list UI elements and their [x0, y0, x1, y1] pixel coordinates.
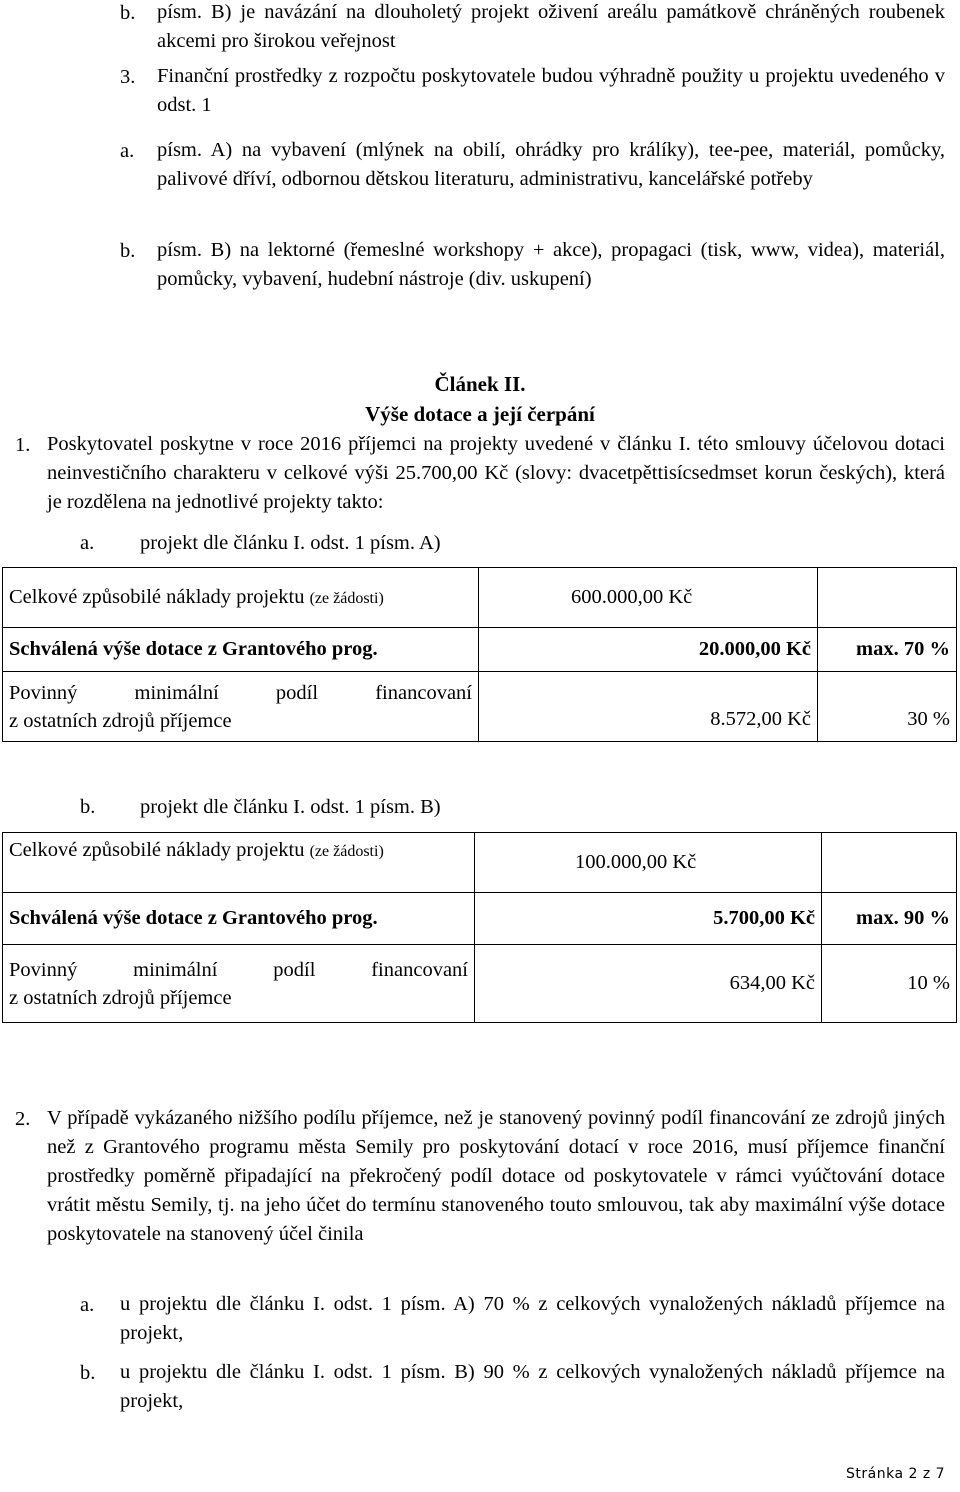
list-item-text: Finanční prostředky z rozpočtu poskytovatele budou výhradně použity u projektu uvedeného v odst. 1 [157, 65, 945, 116]
table-row [3, 568, 957, 628]
share-label-line: z ostatních zdrojů příjemce [9, 709, 232, 732]
project-marker: a. [80, 532, 95, 554]
project-label: projekt dle článku I. odst. 1 písm. A) [140, 532, 441, 554]
list-marker: b. [120, 2, 136, 24]
list-item-text: u projektu dle článku I. odst. 1 písm. A) 70 % z celkových vynaložených nákladů příjemce na projekt, [120, 1293, 945, 1344]
approved-value: 20.000,00 Kč [479, 628, 818, 672]
costs-value-cell [479, 568, 818, 628]
costs-note: (ze žádosti) [309, 590, 384, 607]
table-row [3, 672, 957, 742]
list-marker: 3. [120, 66, 136, 88]
table-row [3, 893, 957, 945]
grant-table-a [2, 567, 957, 742]
paragraph-text: Poskytovatel poskytne v roce 2016 příjemci na projekty uvedené v článku I. této smlouvy účelovou dotaci neinvestičního charakteru v celkové výši 25.700,00 Kč (slovy: dvacetpěttisícsedmset korun českých), která je rozdělena na jednotlivé projekty takto: [47, 433, 945, 513]
paragraph-marker: 1. [15, 434, 31, 456]
paragraph-marker: 2. [15, 1108, 31, 1130]
costs-value: 600.000,00 Kč [571, 586, 693, 608]
list-marker: b. [80, 1362, 96, 1384]
article-title: Článek II. [434, 372, 526, 396]
grant-table-b [2, 832, 957, 1023]
list-marker: a. [120, 140, 135, 162]
list-marker: b. [120, 240, 136, 262]
approved-percent: max. 70 % [818, 628, 957, 672]
costs-label: Celkové způsobilé náklady projektu [9, 586, 305, 608]
project-marker: b. [80, 796, 96, 818]
costs-value: 100.000,00 Kč [575, 851, 697, 873]
share-label-line: Povinný minimální podíl financovaní [9, 681, 472, 704]
approved-label: Schválená výše dotace z Grantového prog. [3, 893, 475, 945]
costs-label: Celkové způsobilé náklady projektu [9, 839, 305, 861]
project-label: projekt dle článku I. odst. 1 písm. B) [140, 796, 441, 818]
share-percent: 30 % [818, 672, 957, 742]
list-item-text: písm. B) je navázání na dlouholetý projekt oživení areálu památkově chráněných roubenek akcemi pro širokou veřejnost [157, 1, 945, 52]
costs-note: (ze žádosti) [309, 843, 384, 860]
approved-percent: max. 90 % [822, 893, 957, 945]
list-item-text: písm. B) na lektorné (řemeslné workshopy + akce), propagaci (tisk, www, videa), materiál, pomůcky, vybavení, hudební nástroje (div. uskupení) [157, 239, 945, 290]
share-label-line: Povinný minimální podíl financovaní [9, 958, 468, 981]
costs-value-cell [475, 833, 822, 893]
list-marker: a. [80, 1294, 95, 1316]
page-number: Stránka 2 z 7 [846, 1466, 946, 1482]
approved-label: Schválená výše dotace z Grantového prog. [3, 628, 479, 672]
article-subtitle: Výše dotace a její čerpání [365, 402, 595, 426]
list-item-text: u projektu dle článku I. odst. 1 písm. B) 90 % z celkových vynaložených nákladů příjemce na projekt, [120, 1361, 945, 1412]
share-value: 8.572,00 Kč [479, 672, 818, 742]
share-label-line: z ostatních zdrojů příjemce [9, 986, 232, 1009]
empty-cell [818, 568, 957, 628]
share-label-cell [3, 672, 479, 742]
costs-label-cell [3, 568, 479, 628]
empty-cell [822, 833, 957, 893]
share-percent: 10 % [822, 945, 957, 1023]
share-value: 634,00 Kč [475, 945, 822, 1023]
paragraph-text: V případě vykázaného nižšího podílu příjemce, než je stanovený povinný podíl financování ze zdrojů jiných než z Grantového programu města Semily pro poskytování dotací v roce 2016, musí příjemce finanční prostředky poměrně připadající na překročený podíl dotace od poskytovatele v rámci vyúčtování dotace vrátit městu Semily, tj. na jeho účet do termínu stanoveného touto smlouvou, tak aby maximální výše dotace poskytovatele na stanovený účel činila [47, 1107, 945, 1245]
share-label-cell [3, 945, 475, 1023]
table-row [3, 945, 957, 1023]
approved-value: 5.700,00 Kč [475, 893, 822, 945]
table-row [3, 833, 957, 893]
list-item-text: písm. A) na vybavení (mlýnek na obilí, ohrádky pro králíky), tee-pee, materiál, pomůcky, palivové dříví, odbornou dětskou literaturu, administrativu, kancelářské potřeby [157, 139, 945, 190]
table-row [3, 628, 957, 672]
costs-label-cell [3, 833, 475, 893]
